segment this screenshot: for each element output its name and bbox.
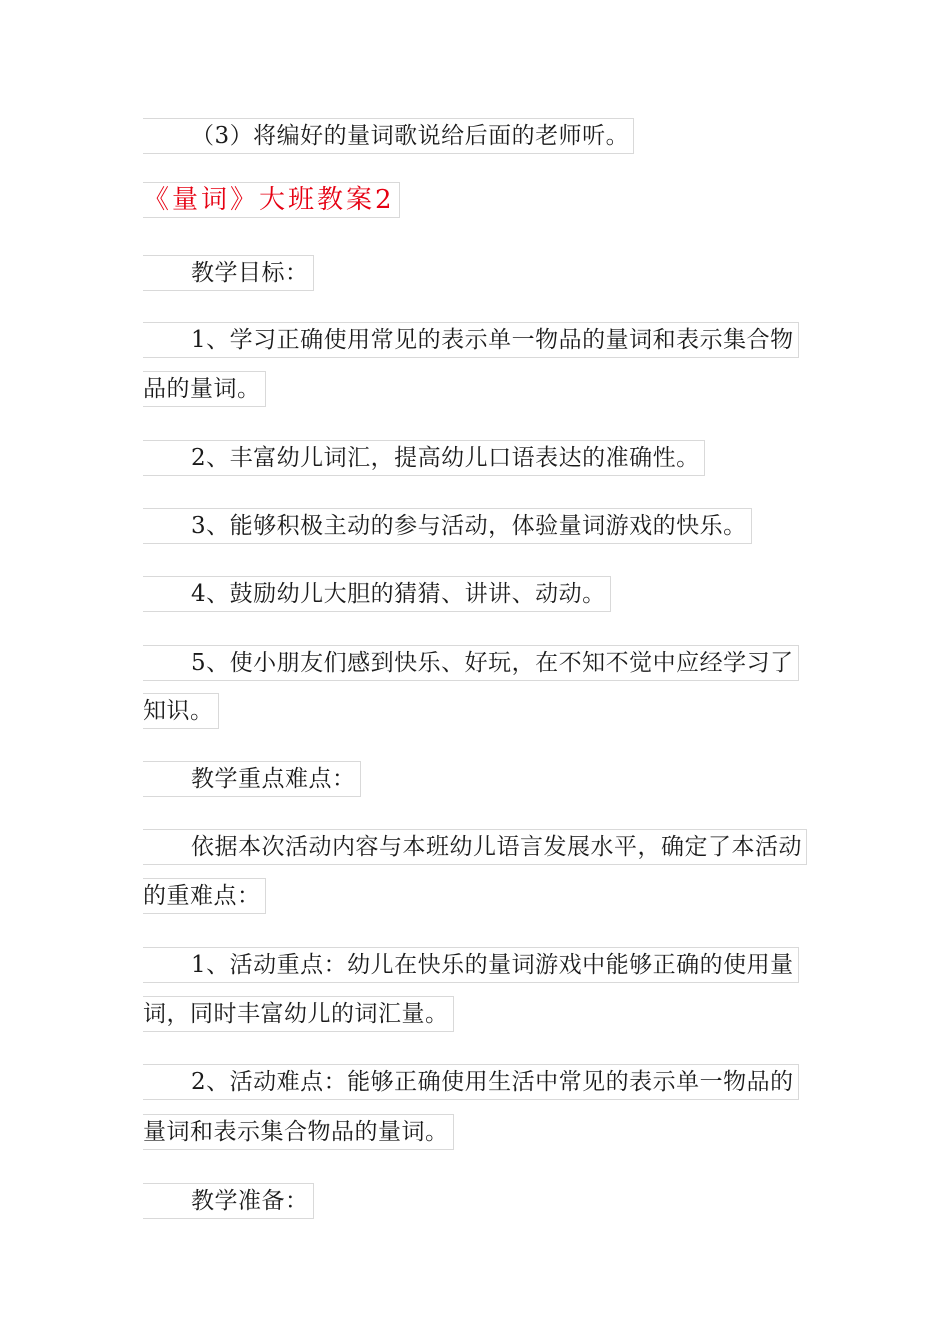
goal-3: 3、能够积极主动的参与活动，体验量词游戏的快乐。 [143,508,752,544]
difficult-point-line-2: 量词和表示集合物品的量词。 [143,1114,454,1150]
key-point-line-1: 1、活动重点：幼儿在快乐的量词游戏中能够正确的使用量 [143,947,799,983]
key-point-line-2: 词，同时丰富幼儿的词汇量。 [143,996,454,1032]
goal-1-line-2: 品的量词。 [143,371,266,407]
key-difficult-points-label: 教学重点难点： [143,761,361,797]
teaching-goals-label: 教学目标： [143,255,314,291]
key-points-intro-line-1: 依据本次活动内容与本班幼儿语言发展水平，确定了本活动 [143,829,807,865]
goal-5-line-1: 5、使小朋友们感到快乐、好玩，在不知不觉中应经学习了 [143,645,799,681]
goal-5-line-2: 知识。 [143,693,219,729]
step-3-paragraph: （3）将编好的量词歌说给后面的老师听。 [143,118,634,154]
goal-1-line-1: 1、学习正确使用常见的表示单一物品的量词和表示集合物 [143,322,799,358]
key-points-intro-line-2: 的重难点： [143,878,266,914]
goal-4: 4、鼓励幼儿大胆的猜猜、讲讲、动动。 [143,576,611,612]
section-heading: 《量词》大班教案2 [143,182,400,218]
goal-2: 2、丰富幼儿词汇，提高幼儿口语表达的准确性。 [143,440,705,476]
teaching-preparation-label: 教学准备： [143,1183,314,1219]
difficult-point-line-1: 2、活动难点：能够正确使用生活中常见的表示单一物品的 [143,1064,799,1100]
